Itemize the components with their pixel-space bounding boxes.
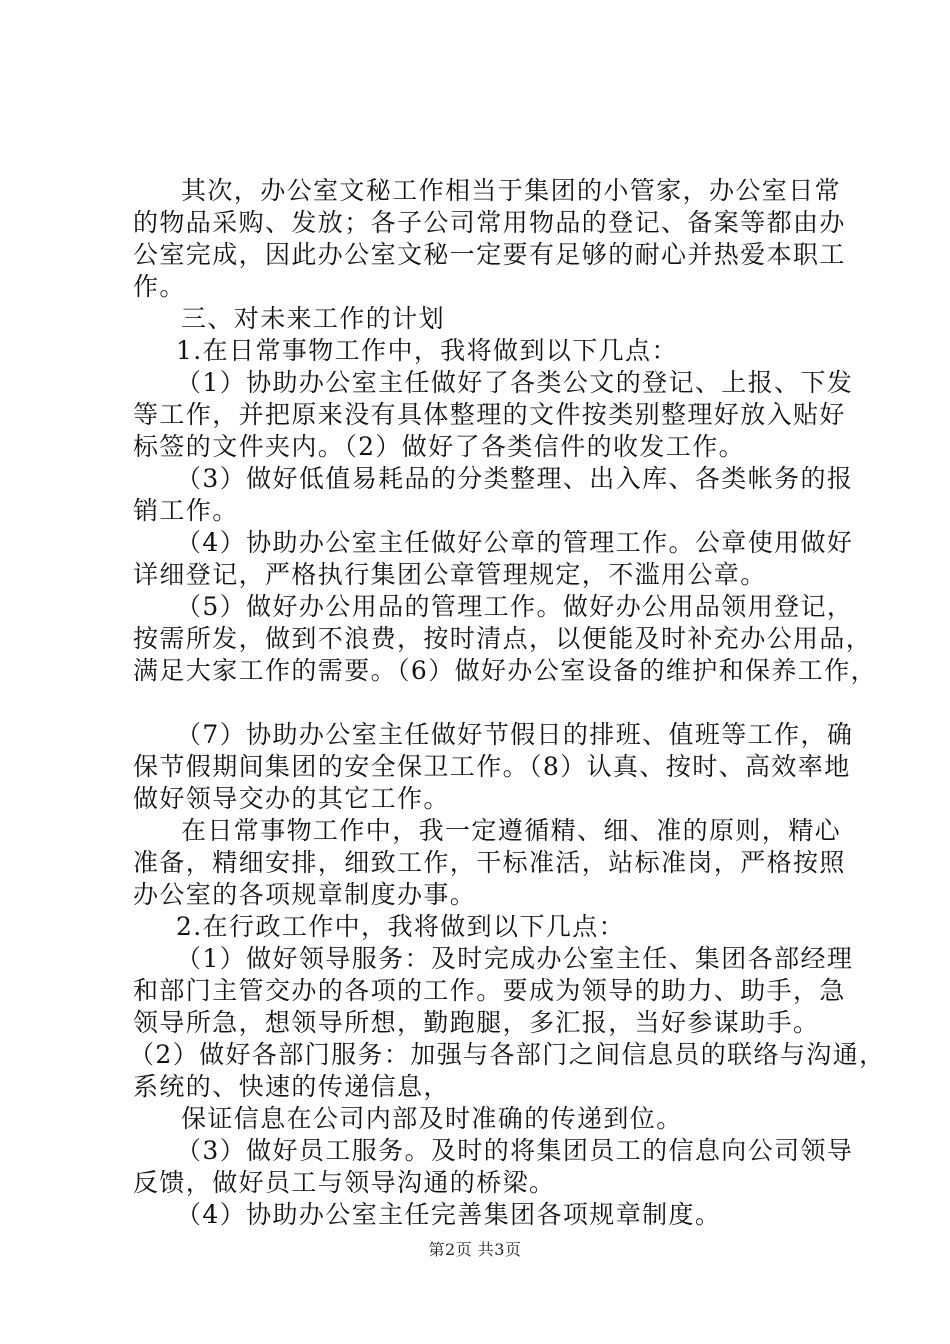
- paragraph-line: 按需所发，做到不浪费，按时清点，以便能及时补充办公用品，: [133, 624, 873, 653]
- paragraph-line: （3）做好低值易耗品的分类整理、出入库、各类帐务的报: [176, 464, 854, 493]
- paragraph-line: 和部门主管交办的各项的工作。要成为领导的助力、助手，急: [133, 976, 846, 1005]
- paragraph-line: 其次，办公室文秘工作相当于集团的小管家，办公室日常: [181, 176, 842, 205]
- page-number-footer: 第2页 共3页: [428, 1240, 522, 1259]
- paragraph-line: 办公室的各项规章制度办事。: [133, 880, 477, 909]
- paragraph-line: （4）协助办公室主任完善集团各项规章制度。: [176, 1200, 722, 1229]
- paragraph-line: （3）做好员工服务。及时的将集团员工的信息向公司领导: [176, 1136, 854, 1165]
- paragraph-line: 标签的文件夹内。（2）做好了各类信件的收发工作。: [133, 432, 746, 461]
- section-heading: 三、对未来工作的计划: [181, 304, 446, 333]
- paragraph-line: 准备，精细安排，细致工作，干标准活，站标准岗，严格按照: [133, 848, 846, 877]
- paragraph-line: 的物品采购、发放；各子公司常用物品的登记、备案等都由办: [133, 208, 846, 237]
- paragraph-line: 保证信息在公司内部及时准确的传递到位。: [181, 1104, 683, 1133]
- paragraph-line: （4）协助办公室主任做好公章的管理工作。公章使用做好: [176, 528, 854, 557]
- subsection-heading: 1.在日常事物工作中，我将做到以下几点：: [176, 336, 678, 365]
- subsection-heading: 2.在行政工作中，我将做到以下几点：: [176, 912, 626, 941]
- paragraph-line: 反馈，做好员工与领导沟通的桥梁。: [133, 1168, 556, 1197]
- paragraph-line: 在日常事物工作中，我一定遵循精、细、准的原则，精心: [181, 816, 842, 845]
- paragraph-line: 做好领导交办的其它工作。: [133, 784, 450, 813]
- paragraph-line: （1）协助办公室主任做好了各类公文的登记、上报、下发: [176, 368, 854, 397]
- paragraph-line: 保节假期间集团的安全保卫工作。（8）认真、按时、高效率地: [133, 752, 851, 781]
- paragraph-line: 详细登记，严格执行集团公章管理规定，不滥用公章。: [133, 560, 767, 589]
- paragraph-line: （2）做好各部门服务：加强与各部门之间信息员的联络与沟通，: [129, 1040, 886, 1069]
- paragraph-line: 系统的、快速的传递信息，: [133, 1072, 450, 1101]
- paragraph-line: 公室完成，因此办公室文秘一定要有足够的耐心并热爱本职工: [133, 240, 846, 269]
- paragraph-line: 销工作。: [133, 496, 239, 525]
- paragraph-line: （5）做好办公用品的管理工作。做好办公用品领用登记，: [176, 592, 854, 621]
- paragraph-line: （1）做好领导服务：及时完成办公室主任、集团各部经理: [176, 944, 854, 973]
- paragraph-line: 等工作，并把原来没有具体整理的文件按类别整理好放入贴好: [133, 400, 846, 429]
- paragraph-line: 作。: [133, 272, 186, 301]
- paragraph-line: （7）协助办公室主任做好节假日的排班、值班等工作，确: [176, 720, 854, 749]
- paragraph-line: 满足大家工作的需要。（6）做好办公室设备的维护和保养工作，: [133, 656, 878, 685]
- paragraph-line: 领导所急，想领导所想，勤跑腿，多汇报，当好参谋助手。: [133, 1008, 820, 1037]
